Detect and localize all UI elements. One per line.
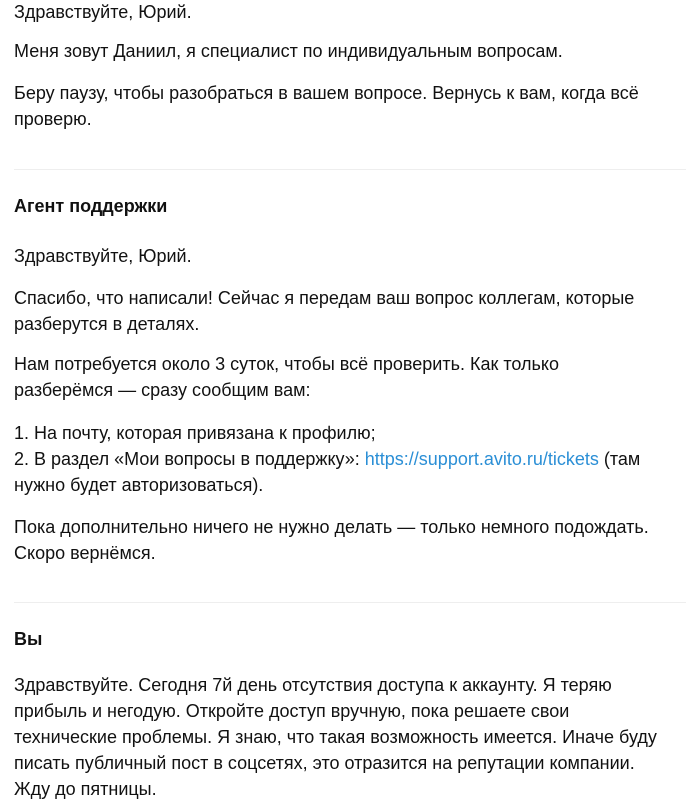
message-paragraph: Нам потребуется около 3 суток, чтобы всё проверить. Как только разберёмся — сразу сообщим вам: [14, 354, 559, 400]
message-paragraph: Здравствуйте. Сегодня 7й день отсутствия доступа к аккаунту. Я теряю прибыль и негодую. Откройте доступ вручную, пока решаете свои технические проблемы. Я знаю, что такая возможность имеется. Иначе буду писать публичный пост в соцсетях, это отразится на репутации компании. Жду до пятницы. [14, 675, 657, 799]
notification-list [14, 420, 686, 498]
list-item [14, 446, 686, 498]
message-divider [14, 602, 686, 603]
message-divider [14, 169, 686, 170]
message-paragraph: Меня зовут Даниил, я специалист по индивидуальным вопросам. [14, 41, 563, 61]
list-item: 1. На почту, которая привязана к профилю; [14, 423, 376, 443]
list-item-text: 2. В раздел «Мои вопросы в поддержку»: [14, 449, 365, 469]
message-greeting: Здравствуйте, Юрий. [14, 2, 192, 22]
message-greeting: Здравствуйте, Юрий. [14, 246, 192, 266]
message-paragraph: Беру паузу, чтобы разобраться в вашем вопросе. Вернусь к вам, когда всё проверю. [14, 83, 639, 129]
message-paragraph: Пока дополнительно ничего не нужно делать — только немного подождать. Скоро вернёмся. [14, 517, 649, 563]
sender-name: Агент поддержки [14, 196, 168, 216]
list-item-text: (там нужно будет авторизоваться). [14, 449, 641, 495]
tickets-link[interactable]: https://support.avito.ru/tickets [364, 449, 599, 469]
message-paragraph: Спасибо, что написали! Сейчас я передам ваш вопрос коллегам, которые разберутся в деталях. [14, 288, 635, 334]
sender-name: Вы [14, 629, 43, 649]
